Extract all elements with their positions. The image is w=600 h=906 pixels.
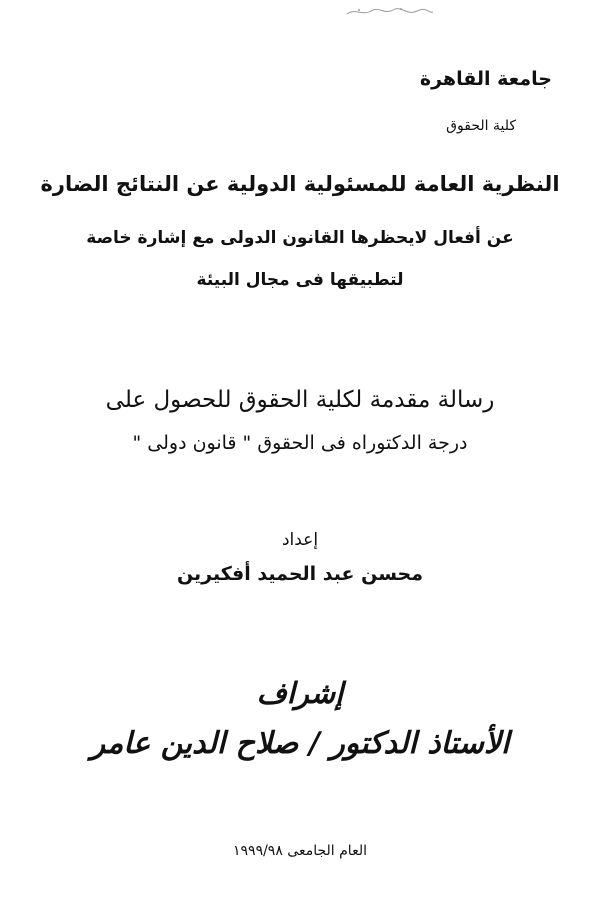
supervision-label: إشراف bbox=[256, 676, 344, 710]
thesis-title-line-3: لتطبيقها فى مجال البيئة bbox=[196, 270, 404, 290]
archive-stamp-mark bbox=[345, 6, 435, 18]
academic-year: العام الجامعى ١٩٩٩/٩٨ bbox=[233, 843, 367, 859]
supervisor-name: الأستاذ الدكتور / صلاح الدين عامر bbox=[90, 726, 510, 761]
thesis-title-line-2: عن أفعال لايحظرها القانون الدولى مع إشارة خاصة bbox=[86, 228, 514, 248]
author-name: محسن عبد الحميد أفكيرين bbox=[176, 563, 424, 585]
university-name: جامعة القاهرة bbox=[419, 68, 552, 90]
prepared-by-label: إعداد bbox=[281, 530, 319, 550]
faculty-name: كلية الحقوق bbox=[446, 118, 516, 134]
thesis-statement-line-1: رسالة مقدمة لكلية الحقوق للحصول على bbox=[105, 387, 495, 413]
thesis-degree-line: درجة الدكتوراه فى الحقوق " قانون دولى " bbox=[132, 432, 468, 454]
thesis-title-line-1: النظرية العامة للمسئولية الدولية عن النتائج الضارة bbox=[40, 172, 560, 196]
